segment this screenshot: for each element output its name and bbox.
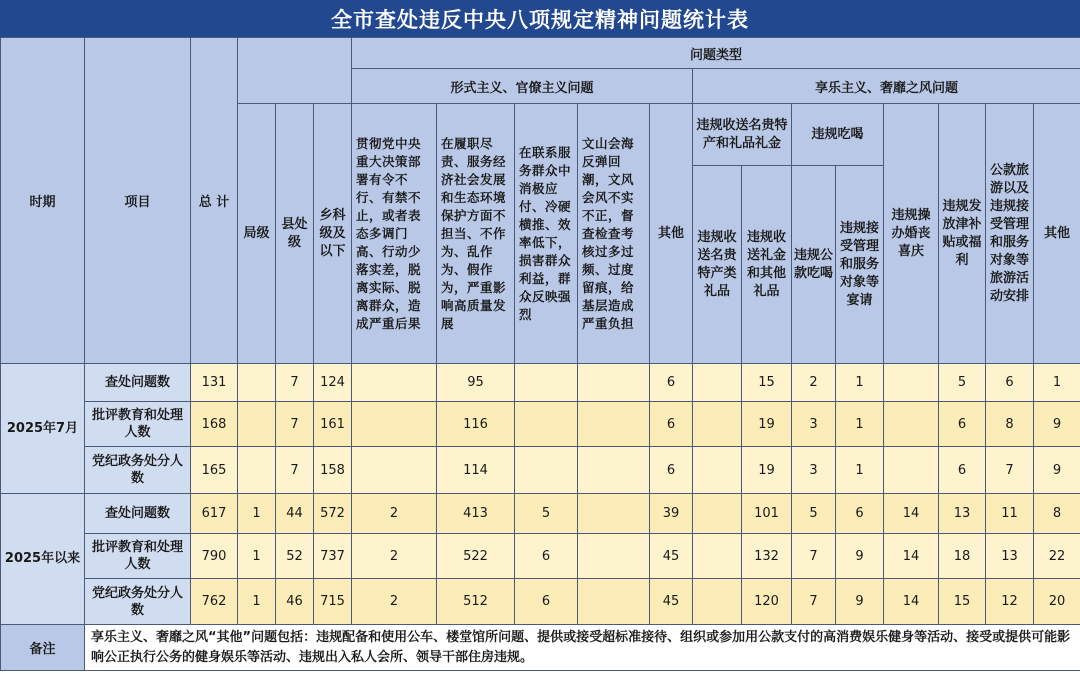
value-cell-xianchu: 44 bbox=[276, 494, 314, 534]
value-cell-gift2: 120 bbox=[742, 579, 792, 625]
value-cell-f4 bbox=[578, 447, 650, 494]
page-title: 全市查处违反中央八项规定精神问题统计表 bbox=[0, 0, 1080, 37]
value-cell-travel: 12 bbox=[986, 579, 1034, 625]
value-cell-f1 bbox=[352, 447, 437, 494]
formalism-header: 形式主义、官僚主义问题 bbox=[352, 69, 693, 104]
value-cell-f3 bbox=[515, 402, 578, 447]
value-cell-gift1 bbox=[693, 494, 742, 534]
value-cell-total: 790 bbox=[191, 534, 238, 579]
value-cell-total: 168 bbox=[191, 402, 238, 447]
value-cell-xianchu: 46 bbox=[276, 579, 314, 625]
item-cell: 批评教育和处理人数 bbox=[85, 534, 191, 579]
value-cell-wedding: 14 bbox=[884, 494, 939, 534]
value-cell-ju: 1 bbox=[238, 494, 276, 534]
value-cell-subsidy: 15 bbox=[939, 579, 986, 625]
item-cell: 查处问题数 bbox=[85, 494, 191, 534]
value-cell-total: 131 bbox=[191, 364, 238, 402]
value-cell-gift1 bbox=[693, 447, 742, 494]
formalism-col2-header: 在履职尽责、服务经济社会发展和生态环境保护方面不担当、不作为、乱作为、假作为，严重影响高质量发展 bbox=[437, 104, 515, 364]
problem-type-header: 问题类型 bbox=[352, 38, 1080, 69]
value-cell-total: 617 bbox=[191, 494, 238, 534]
formalism-col4-header: 文山会海反弹回潮，文风会风不实不正，督查检查考核过多过频、过度留痕，给基层造成严重负担 bbox=[578, 104, 650, 364]
value-cell-wedding: 14 bbox=[884, 534, 939, 579]
level-ju-header: 局级 bbox=[238, 104, 276, 364]
value-cell-ju bbox=[238, 447, 276, 494]
level-header-blank bbox=[238, 38, 352, 104]
table-row bbox=[1, 494, 1080, 534]
value-cell-travel: 6 bbox=[986, 364, 1034, 402]
subsidy-header: 违规发放津补贴或福利 bbox=[939, 104, 986, 364]
value-cell-f3: 6 bbox=[515, 534, 578, 579]
value-cell-wedding: 14 bbox=[884, 579, 939, 625]
value-cell-f-other: 45 bbox=[650, 534, 693, 579]
value-cell-dine2: 9 bbox=[836, 579, 884, 625]
value-cell-dine2: 1 bbox=[836, 447, 884, 494]
value-cell-f-other: 45 bbox=[650, 579, 693, 625]
value-cell-h-other: 22 bbox=[1034, 534, 1080, 579]
note-row bbox=[1, 625, 1080, 671]
value-cell-f1: 2 bbox=[352, 579, 437, 625]
value-cell-f3 bbox=[515, 447, 578, 494]
item-cell: 党纪政务处分人数 bbox=[85, 447, 191, 494]
note-label: 备注 bbox=[1, 625, 85, 671]
value-cell-dine1: 7 bbox=[792, 534, 836, 579]
value-cell-dine1: 3 bbox=[792, 402, 836, 447]
value-cell-ju: 1 bbox=[238, 534, 276, 579]
value-cell-wedding bbox=[884, 402, 939, 447]
total-header: 总 计 bbox=[191, 38, 238, 364]
value-cell-xiangke: 715 bbox=[314, 579, 352, 625]
value-cell-xiangke: 572 bbox=[314, 494, 352, 534]
value-cell-xianchu: 7 bbox=[276, 447, 314, 494]
value-cell-dine1: 5 bbox=[792, 494, 836, 534]
value-cell-gift2: 15 bbox=[742, 364, 792, 402]
value-cell-dine2: 1 bbox=[836, 402, 884, 447]
value-cell-subsidy: 13 bbox=[939, 494, 986, 534]
value-cell-subsidy: 6 bbox=[939, 447, 986, 494]
gift1-header: 违规收送名贵特产类礼品 bbox=[693, 166, 742, 364]
value-cell-xianchu: 52 bbox=[276, 534, 314, 579]
dine2-header: 违规接受管理和服务对象等宴请 bbox=[836, 166, 884, 364]
value-cell-f4 bbox=[578, 579, 650, 625]
value-cell-dine1: 7 bbox=[792, 579, 836, 625]
value-cell-gift1 bbox=[693, 402, 742, 447]
value-cell-f1 bbox=[352, 402, 437, 447]
value-cell-travel: 11 bbox=[986, 494, 1034, 534]
dine1-header: 违规公款吃喝 bbox=[792, 166, 836, 364]
value-cell-ju: 1 bbox=[238, 579, 276, 625]
value-cell-xianchu: 7 bbox=[276, 364, 314, 402]
value-cell-f4 bbox=[578, 364, 650, 402]
table-row bbox=[1, 447, 1080, 494]
value-cell-h-other: 8 bbox=[1034, 494, 1080, 534]
table-row bbox=[1, 402, 1080, 447]
item-cell: 党纪政务处分人数 bbox=[85, 579, 191, 625]
value-cell-travel: 8 bbox=[986, 402, 1034, 447]
value-cell-subsidy: 5 bbox=[939, 364, 986, 402]
dine-group-header: 违规吃喝 bbox=[792, 104, 884, 166]
value-cell-f3 bbox=[515, 364, 578, 402]
value-cell-f-other: 6 bbox=[650, 402, 693, 447]
value-cell-f1 bbox=[352, 364, 437, 402]
period-header: 时期 bbox=[1, 38, 85, 364]
value-cell-f1: 2 bbox=[352, 534, 437, 579]
value-cell-dine2: 1 bbox=[836, 364, 884, 402]
value-cell-h-other: 9 bbox=[1034, 402, 1080, 447]
value-cell-f2: 95 bbox=[437, 364, 515, 402]
table-row bbox=[1, 534, 1080, 579]
formalism-col3-header: 在联系服务群众中消极应付、冷硬横推、效率低下，损害群众利益，群众反映强烈 bbox=[515, 104, 578, 364]
value-cell-f2: 512 bbox=[437, 579, 515, 625]
value-cell-f4 bbox=[578, 402, 650, 447]
value-cell-gift2: 101 bbox=[742, 494, 792, 534]
value-cell-dine2: 9 bbox=[836, 534, 884, 579]
value-cell-f1: 2 bbox=[352, 494, 437, 534]
note-text: 享乐主义、奢靡之风“其他”问题包括：违规配备和使用公车、楼堂馆所问题、提供或接受超标准接待、组织或参加用公款支付的高消费娱乐健身等活动、接受或提供可能影响公正执行公务的健身娱乐等活动、违规出入私人会所、领导干部住房违规。 bbox=[85, 625, 1080, 671]
item-cell: 查处问题数 bbox=[85, 364, 191, 402]
period-cell: 2025年以来 bbox=[1, 494, 85, 625]
value-cell-wedding bbox=[884, 364, 939, 402]
value-cell-travel: 13 bbox=[986, 534, 1034, 579]
value-cell-dine1: 3 bbox=[792, 447, 836, 494]
item-cell: 批评教育和处理人数 bbox=[85, 402, 191, 447]
value-cell-f3: 6 bbox=[515, 579, 578, 625]
value-cell-h-other: 20 bbox=[1034, 579, 1080, 625]
hedonism-other-header: 其他 bbox=[1034, 104, 1080, 364]
header-row-1 bbox=[1, 38, 1080, 69]
statistics-table bbox=[0, 37, 1080, 671]
value-cell-f-other: 39 bbox=[650, 494, 693, 534]
table-row bbox=[1, 364, 1080, 402]
period-cell: 2025年7月 bbox=[1, 364, 85, 494]
value-cell-wedding bbox=[884, 447, 939, 494]
value-cell-ju bbox=[238, 364, 276, 402]
value-cell-gift1 bbox=[693, 364, 742, 402]
value-cell-f-other: 6 bbox=[650, 447, 693, 494]
value-cell-travel: 7 bbox=[986, 447, 1034, 494]
value-cell-total: 165 bbox=[191, 447, 238, 494]
travel-header: 公款旅游以及违规接受管理和服务对象等旅游活动安排 bbox=[986, 104, 1034, 364]
value-cell-f2: 116 bbox=[437, 402, 515, 447]
value-cell-f2: 522 bbox=[437, 534, 515, 579]
value-cell-xiangke: 124 bbox=[314, 364, 352, 402]
value-cell-f4 bbox=[578, 494, 650, 534]
value-cell-h-other: 1 bbox=[1034, 364, 1080, 402]
value-cell-subsidy: 6 bbox=[939, 402, 986, 447]
value-cell-xiangke: 158 bbox=[314, 447, 352, 494]
hedonism-header: 享乐主义、奢靡之风问题 bbox=[693, 69, 1080, 104]
level-xianchu-header: 县处级 bbox=[276, 104, 314, 364]
value-cell-xiangke: 161 bbox=[314, 402, 352, 447]
value-cell-h-other: 9 bbox=[1034, 447, 1080, 494]
value-cell-f2: 413 bbox=[437, 494, 515, 534]
level-xiangke-header: 乡科级及以下 bbox=[314, 104, 352, 364]
value-cell-xianchu: 7 bbox=[276, 402, 314, 447]
table-row bbox=[1, 579, 1080, 625]
value-cell-gift2: 19 bbox=[742, 447, 792, 494]
value-cell-ju bbox=[238, 402, 276, 447]
wedding-header: 违规操办婚丧喜庆 bbox=[884, 104, 939, 364]
value-cell-total: 762 bbox=[191, 579, 238, 625]
value-cell-xiangke: 737 bbox=[314, 534, 352, 579]
value-cell-gift2: 19 bbox=[742, 402, 792, 447]
value-cell-dine2: 6 bbox=[836, 494, 884, 534]
gift2-header: 违规收送礼金和其他礼品 bbox=[742, 166, 792, 364]
gift-group-header: 违规收送名贵特产和礼品礼金 bbox=[693, 104, 792, 166]
value-cell-dine1: 2 bbox=[792, 364, 836, 402]
value-cell-gift1 bbox=[693, 579, 742, 625]
value-cell-gift2: 132 bbox=[742, 534, 792, 579]
value-cell-f-other: 6 bbox=[650, 364, 693, 402]
value-cell-f2: 114 bbox=[437, 447, 515, 494]
formalism-other-header: 其他 bbox=[650, 104, 693, 364]
value-cell-f4 bbox=[578, 534, 650, 579]
value-cell-gift1 bbox=[693, 534, 742, 579]
formalism-col1-header: 贯彻党中央重大决策部署有令不行、有禁不止，或者表态多调门高、行动少落实差，脱离实际、脱离群众，造成严重后果 bbox=[352, 104, 437, 364]
item-header: 项目 bbox=[85, 38, 191, 364]
value-cell-f3: 5 bbox=[515, 494, 578, 534]
value-cell-subsidy: 18 bbox=[939, 534, 986, 579]
